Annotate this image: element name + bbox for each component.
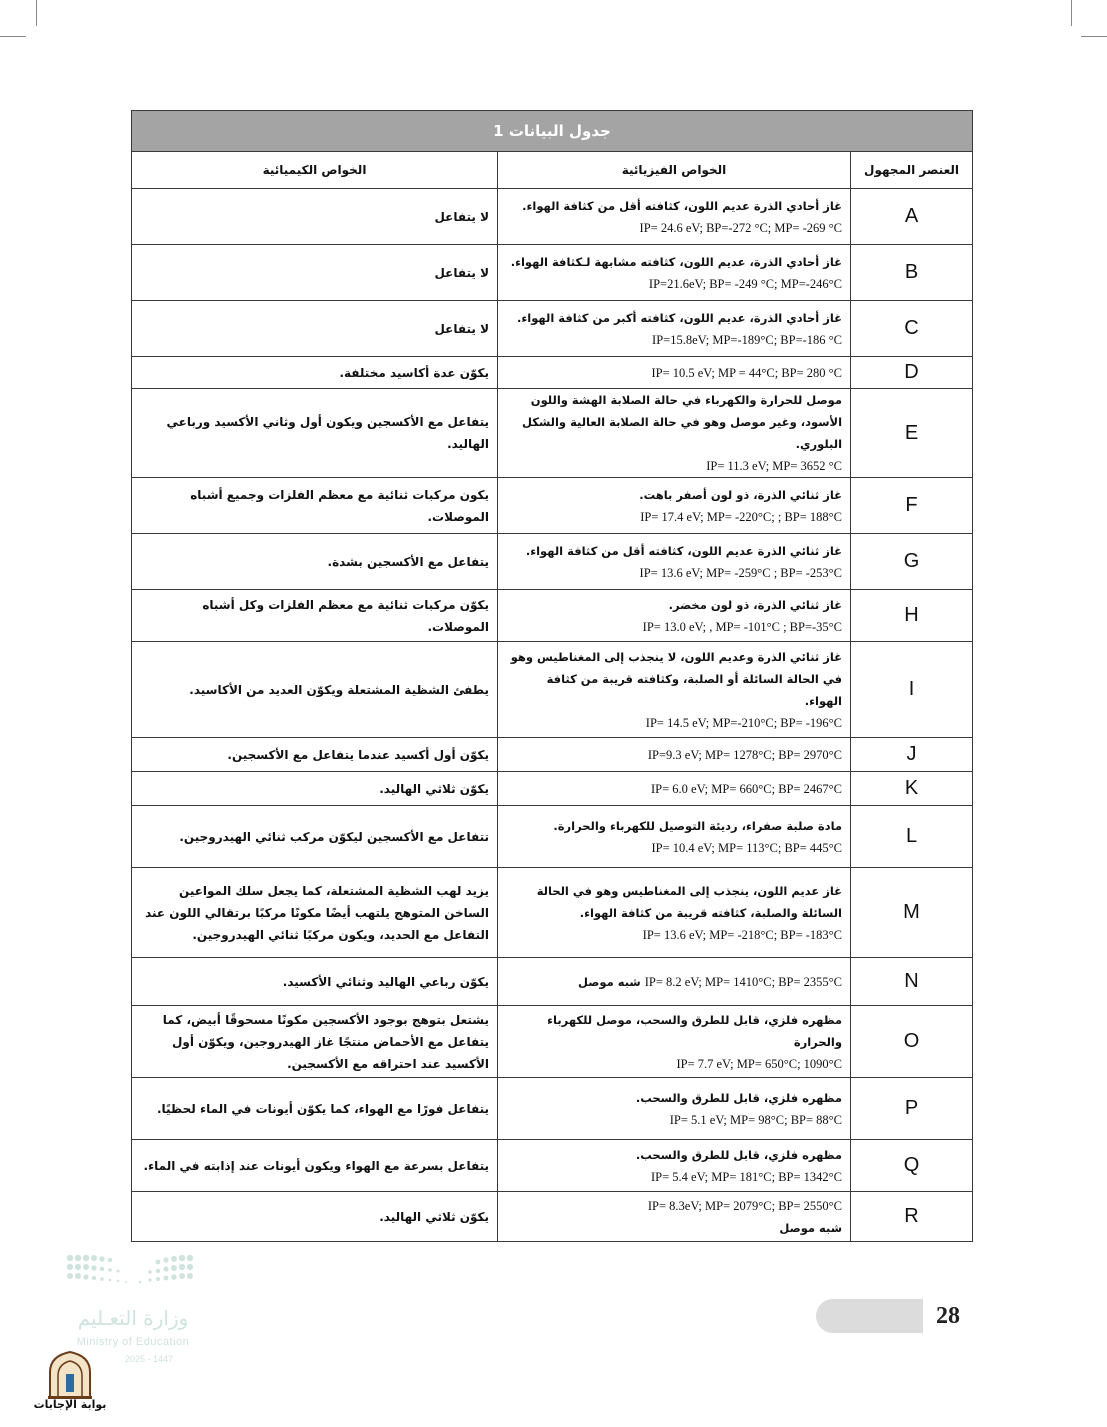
physical-text: شبه موصل	[578, 974, 641, 989]
table-row	[132, 1078, 973, 1140]
physical-text: غاز ثنائي الذرة وعديم اللون، لا ينجذب إلى المغناطيس وهو في الحالة السائلة أو الصلبة، وكثافته قريبة من كثافة الهواء.	[510, 649, 843, 708]
properties-values: IP= 14.5 eV; MP=-210°C; BP= -196°C	[645, 715, 843, 730]
physical-cell	[498, 478, 851, 534]
physical-cell	[498, 772, 851, 806]
header-physical: الخواص الفيزيائية	[498, 152, 851, 189]
properties-values: IP= 5.4 eV; MP= 181°C; BP= 1342°C	[651, 1169, 843, 1184]
table-row	[132, 189, 973, 245]
page-number: 28	[923, 1296, 973, 1336]
physical-text: شبه موصل	[779, 1220, 843, 1235]
chemical-cell: يكوّن أول أكسيد عندما يتفاعل مع الأكسجين.	[132, 738, 498, 772]
physical-text: غاز أحادي الذرة عديم اللون، كثافته أقل من كثافة الهواء.	[522, 198, 843, 213]
physical-cell	[498, 642, 851, 738]
physical-cell	[498, 1006, 851, 1078]
physical-cell	[498, 189, 851, 245]
crop-mark	[36, 0, 37, 26]
element-cell: Q	[851, 1140, 973, 1192]
chemical-cell: يتفاعل مع الأكسجين بشدة.	[132, 534, 498, 590]
portal-label: بوابة الإجابات	[33, 1398, 107, 1411]
element-cell: B	[851, 245, 973, 301]
properties-values: IP= 10.4 eV; MP= 113°C; BP= 445°C	[651, 840, 843, 855]
table-row	[132, 301, 973, 357]
chemical-cell: لا يتفاعل	[132, 189, 498, 245]
element-cell: O	[851, 1006, 973, 1078]
properties-values: IP= 11.3 eV; MP= 3652 °C	[706, 459, 843, 473]
data-table-1	[131, 110, 973, 1242]
element-cell: I	[851, 642, 973, 738]
chemical-cell: يتفاعل فورًا مع الهواء، كما يكوّن أيونات في الماء لحظيًا.	[132, 1078, 498, 1140]
crop-mark	[1071, 0, 1072, 26]
element-cell: A	[851, 189, 973, 245]
element-cell: H	[851, 590, 973, 642]
chemical-cell: يزيد لهب الشظية المشتعلة، كما يجعل سلك المواعين الساخن المتوهج يلتهب أيضًا مكونًا مركبًا برتقالي اللون عند التفاعل مع الحديد، ويكون مركبًا ثنائي الهيدروجين.	[132, 868, 498, 958]
mosque-icon	[28, 1348, 112, 1400]
chemical-cell: تتفاعل مع الأكسجين ليكوّن مركب ثنائي الهيدروجين.	[132, 806, 498, 868]
element-cell: J	[851, 738, 973, 772]
physical-text: غاز ثنائي الذرة، ذو لون مخضر.	[668, 597, 843, 612]
physical-text: غاز أحادي الذرة، عديم اللون، كثافته أكبر من كثافة الهواء.	[517, 310, 843, 325]
chemical-cell: يكوّن ثلاثي الهاليد.	[132, 1192, 498, 1242]
element-cell: E	[851, 389, 973, 478]
physical-text: غاز ثنائي الذرة عديم اللون، كثافته أقل من كثافة الهواء.	[525, 543, 843, 558]
physical-cell	[498, 534, 851, 590]
element-cell: N	[851, 958, 973, 1006]
physical-cell	[498, 868, 851, 958]
properties-values: IP= 10.5 eV; MP = 44°C; BP= 280 °C	[651, 365, 843, 380]
header-element: العنصر المجهول	[851, 152, 973, 189]
table-row	[132, 478, 973, 534]
table-row	[132, 1006, 973, 1078]
table-row	[132, 389, 973, 478]
properties-values: IP= 13.0 eV; , MP= -101°C ; BP=-35°C	[642, 619, 843, 634]
chemical-cell: يشتعل بتوهج بوجود الأكسجين مكونًا مسحوقًا أبيض، كما يتفاعل مع الأحماض منتجًا غاز الهيدروجين، ويكوّن أول الأكسيد عند احتراقه مع الأكسجين.	[132, 1006, 498, 1078]
table-row	[132, 806, 973, 868]
physical-cell	[498, 958, 851, 1006]
chemical-cell: يكوّن مركبات ثنائية مع معظم الفلزات وكل أشباه الموصلات.	[132, 590, 498, 642]
chemical-cell: يتفاعل بسرعة مع الهواء ويكون أيونات عند إذابته في الماء.	[132, 1140, 498, 1192]
chemical-cell: يكون مركبات ثنائية مع معظم الفلزات وجميع أشباه الموصلات.	[132, 478, 498, 534]
table-row	[132, 958, 973, 1006]
element-cell: K	[851, 772, 973, 806]
element-cell: G	[851, 534, 973, 590]
physical-line	[506, 971, 842, 993]
ministry-year: 2025 - 1447	[125, 1354, 174, 1364]
element-cell: C	[851, 301, 973, 357]
table-row	[132, 868, 973, 958]
element-cell: D	[851, 357, 973, 389]
element-cell: F	[851, 478, 973, 534]
physical-cell	[498, 738, 851, 772]
physical-cell	[498, 806, 851, 868]
table-row	[132, 534, 973, 590]
physical-cell	[498, 1140, 851, 1192]
physical-cell	[498, 301, 851, 357]
table-row	[132, 772, 973, 806]
physical-cell	[498, 357, 851, 389]
properties-values: IP=15.8eV; MP=-189°C; BP=-186 °C	[652, 332, 843, 347]
table-row	[132, 590, 973, 642]
properties-values: IP= 17.4 eV; MP= -220°C; ; BP= 188°C	[640, 509, 843, 524]
table-row	[132, 245, 973, 301]
chemical-cell: لا يتفاعل	[132, 301, 498, 357]
table-row	[132, 1140, 973, 1192]
chemical-cell: يكوّن عدة أكاسيد مختلفة.	[132, 357, 498, 389]
properties-values: IP= 5.1 eV; MP= 98°C; BP= 88°C	[669, 1112, 843, 1127]
chemical-cell: يتفاعل مع الأكسجين ويكون أول وثاني الأكسيد ورباعي الهاليد.	[132, 389, 498, 478]
physical-cell	[498, 590, 851, 642]
element-cell: L	[851, 806, 973, 868]
chemical-cell: يكوّن ثلاثي الهاليد.	[132, 772, 498, 806]
element-cell: P	[851, 1078, 973, 1140]
table-row	[132, 1192, 973, 1242]
properties-values: IP= 24.6 eV; BP=-272 °C; MP= -269 °C	[639, 220, 843, 235]
chemical-cell: لا يتفاعل	[132, 245, 498, 301]
properties-values: IP=9.3 eV; MP= 1278°C; BP= 2970°C	[647, 747, 843, 762]
table-row	[132, 642, 973, 738]
physical-cell	[498, 389, 851, 478]
physical-text: مادة صلبة صفراء، رديئة التوصيل للكهرباء والحرارة.	[553, 818, 843, 833]
properties-values: IP= 13.6 eV; MP= -218°C; BP= -183°C	[642, 927, 843, 942]
header-chemical: الخواص الكيميائية	[132, 152, 498, 189]
answers-portal-logo	[28, 1348, 112, 1420]
table-row	[132, 357, 973, 389]
chemical-cell: يطفئ الشظية المشتعلة ويكوّن العديد من الأكاسيد.	[132, 642, 498, 738]
table-title: جدول البيانات 1	[132, 111, 973, 152]
crop-mark	[1081, 36, 1107, 37]
physical-text: غاز عديم اللون، ينجذب إلى المغناطيس وهو في الحالة السائلة والصلبة، كثافته قريبة من كثافة الهواء.	[536, 883, 843, 920]
physical-text: مظهره فلزي، قابل للطرق والسحب، موصل للكهرباء والحرارة	[547, 1012, 843, 1049]
ministry-name-ar: وزارة التعـليم	[77, 1306, 189, 1330]
properties-values: IP= 13.6 eV; MP= -259°C ; BP= -253°C	[639, 565, 843, 580]
physical-text: موصل للحرارة والكهرباء في حالة الصلابة الهشة واللون الأسود، وغير موصل وهو في حالة الصلابة العالية والشكل البلوري.	[522, 393, 843, 451]
physical-cell	[498, 1078, 851, 1140]
crop-mark	[0, 36, 26, 37]
properties-values: IP= 8.2 eV; MP= 1410°C; BP= 2355°C	[644, 974, 843, 989]
properties-values: IP= 7.7 eV; MP= 650°C; 1090°C	[676, 1056, 843, 1071]
ministry-name-en: Ministry of Education	[76, 1336, 190, 1348]
element-cell: R	[851, 1192, 973, 1242]
physical-cell	[498, 245, 851, 301]
properties-values: IP=21.6eV; BP= -249 °C; MP=-246°C	[648, 276, 843, 291]
properties-values: IP= 6.0 eV; MP= 660°C; BP= 2467°C	[651, 781, 843, 796]
physical-text: غاز أحادي الذرة، عديم اللون، كثافته مشابهة لـكثافة الهواء.	[510, 254, 843, 269]
ministry-dots-icon	[60, 1248, 210, 1308]
physical-text: مظهره فلزي، قابل للطرق والسحب.	[635, 1090, 843, 1105]
physical-cell	[498, 1192, 851, 1242]
element-cell: M	[851, 868, 973, 958]
physical-text: غاز ثنائي الذرة، ذو لون أصفر باهت.	[639, 487, 843, 502]
physical-text: مظهره فلزي، قابل للطرق والسحب.	[635, 1147, 843, 1162]
properties-values: IP= 8.3eV; MP= 2079°C; BP= 2550°C	[647, 1198, 843, 1213]
table-row	[132, 738, 973, 772]
chemical-cell: يكوّن رباعي الهاليد وثنائي الأكسيد.	[132, 958, 498, 1006]
